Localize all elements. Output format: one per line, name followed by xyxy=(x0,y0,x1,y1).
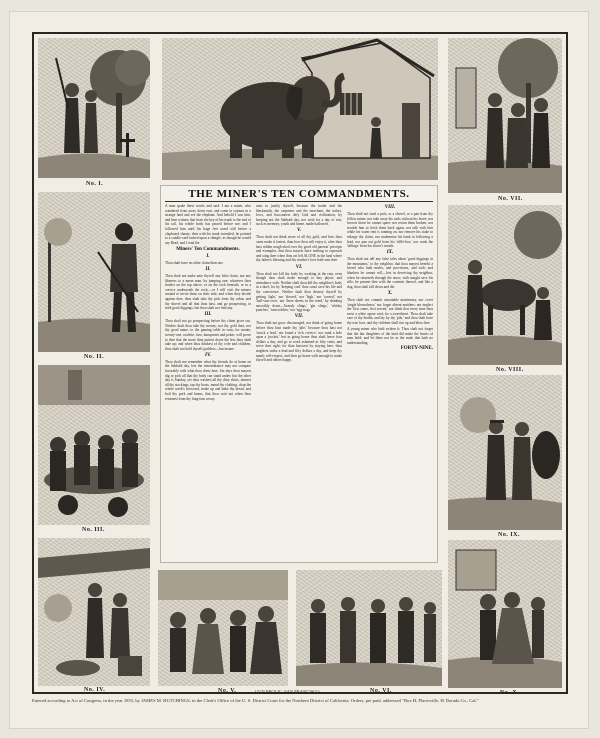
commandment-paragraph: Thou shalt not steal a pick, or a shovel, or a pan from thy fellow miner; nor take away his tools without his leave; nor borrow those he cannot spare; nor return them broken, nor trouble him to fetch them back again, nor talk with him while his water rent is running on, nor remove his stake to enlarge thy claim, nor undermine his bank in following a lead, nor pan out gold from his 'riffle-box,' nor wash the 'tailings' from his sluice's mouth. xyxy=(347,212,433,249)
commandment-numeral: II. xyxy=(205,266,211,272)
caption-no-5: No. V. xyxy=(218,688,237,694)
commandments-text-block xyxy=(160,185,438,563)
commandment-paragraph: Thou shalt not remember what thy friends do at home on the Sabbath day, lest the remembrance may not compare favorably with what thou doest here. Six days thou mayest dig or pick all that thy body can stand under; but the other day is Sunday, yet thou washest all thy dirty shirts, darnest all thy stockings, tap thy boots, mend thy clothing, chop the whole week's firewood, make up and bake thy bread, and boil thy pork and beans, that thou wait not when thou returnest from thy long-tom weary. xyxy=(165,359,251,401)
commandment-numeral: VIII. xyxy=(384,205,396,210)
text-column-2 xyxy=(256,204,342,554)
commandment-numeral: I. xyxy=(206,253,210,259)
miner-with-shovel-illustration xyxy=(38,192,150,352)
engraving-no-1 xyxy=(38,38,150,178)
engraving-no-2 xyxy=(38,192,150,352)
gun-frolic-caption: GUN FROLIC, SAN FRANCISCO. xyxy=(255,689,321,694)
engraving-no-8 xyxy=(448,205,562,365)
engraving-no-6 xyxy=(296,570,442,686)
commandment-paragraph: A young miner who hath written it: Thou shalt not forget that the fair daughters of the land did make the hearts of men bold; and let thine not be as the mule that hath no understanding. xyxy=(347,326,433,345)
gamblers-illustration xyxy=(38,365,150,525)
commandment-numeral: X. xyxy=(387,290,393,296)
caption-no-7: No. VII. xyxy=(498,196,523,202)
commandment-numeral: IV. xyxy=(205,352,211,358)
caption-no-1: No. I. xyxy=(86,181,104,187)
engraving-no-9 xyxy=(448,375,562,530)
caption-no-6: No. VI. xyxy=(370,688,392,694)
commandment-paragraph: Thou shalt not tell any false tales about 'good diggings in the mountains,' to thy neighbor, that thou mayest benefit a friend who hath mules, and provisions, and tools and blankets he cannot sell,—lest in deceiving thy neighbor, when he returneth through the snow, with naught save his rifle, he present thee with the contents thereof, and like a dog, thou shalt fall down and die. xyxy=(347,257,433,289)
miners-departing-illustration xyxy=(448,375,562,530)
caption-no-3: No. III. xyxy=(82,527,105,533)
document-subtitle: Miners' Ten Commandments. xyxy=(176,246,240,252)
elephant-illustration xyxy=(162,38,438,180)
couple-embrace-illustration xyxy=(448,540,562,688)
text-column-1 xyxy=(165,204,251,554)
commandment-paragraph: Thou shalt not commit unsuitable matrimony, nor covet 'single blessedness;' nor forget absent maidens; nor neglect the 'first come, first served,' nor think that every time thou seest a white apron wish for a sweetheart. Thou shalt take care of thy health, and lay by thy 'pile,' and thou shalt have thy true love, and thy children shall rise up and bless thee. xyxy=(347,297,433,325)
commandment-paragraph: Thou shalt not go prospecting before thy claim gives out. Neither shalt thou take thy money, nor thy gold dust, nor thy good name, to the gaming table in vain; for monte, twenty-one, roulette, faro, lansquenet and poker, will prove to thee that the more thou puttest down the less thou shalt take up; and when thou thinkest of thy wife and children, thou shalt not hold thyself guiltless—but insane. xyxy=(165,319,251,351)
engraving-no-4 xyxy=(38,538,150,686)
commandment-paragraph: Thou shalt have no other claim than one. xyxy=(165,260,224,265)
intro-paragraph: A man spake these words and said: I am a miner, who wandered from away down east, and came to sojourn in a strange land and see the elephant. And behold I saw him, and bear witness that from the key of his trunk to the end of his tail, his whole body has passed before me; and I followed him until his huge feet stood still before a clapboard shanty; then with his trunk extended, he pointed to a candle-card tacked upon a shingle, as though he would say Read, and I read the xyxy=(165,204,251,245)
miners-at-grave-illustration xyxy=(38,38,150,178)
caption-no-8: No. VIII. xyxy=(496,367,524,373)
engraving-no-3 xyxy=(38,365,150,525)
caption-no-4: No. IV. xyxy=(84,687,106,693)
document-title: THE MINER'S TEN COMMANDMENTS. xyxy=(165,188,433,202)
miners-with-mules-illustration xyxy=(448,205,562,365)
miners-in-woods-illustration xyxy=(448,38,562,193)
miners-dancing-illustration xyxy=(296,570,442,686)
engraving-no-5 xyxy=(158,570,288,686)
commandment-paragraph: Thou shalt not think more of all thy gold, and how thou canst make it fastest, than how thou wilt enjoy it, after thou hast ridden rough-shod over thy good old parents' precepts and examples, that thou mayest have nothing to reproach and sting thee when thou art left ALONE in the land where thy father's blessing and thy mother's love hath sent thee. xyxy=(256,235,342,263)
signature: FORTY-NINE. xyxy=(400,346,433,352)
miners-at-home-illustration xyxy=(158,570,288,686)
commandment-numeral: VI. xyxy=(295,264,303,270)
miners-washing-illustration xyxy=(38,538,150,686)
caption-no-9: No. IX. xyxy=(498,532,521,538)
commandment-paragraph: Thou shalt not grow discouraged, nor think of going home before thou hast made thy 'pile,' because thou hast not 'struck a lead,' nor found a 'rich crevice,' nor sunk a hole upon a 'pocket,' lest in going home thou shalt leave four dollars a day, and go to work ashamed at fifty cents, and serve thee right; for thou knowest by staying here, thou mightest strike a lead and fifty dollars a day, and keep thy manly self-respect, and then go home with enough to make thyself and others happy. xyxy=(256,321,342,363)
caption-no-10: No. X. xyxy=(500,690,520,696)
engraving-no-7 xyxy=(448,38,562,193)
commandment-paragraph: Thou shalt not kill thy body by working in the rain, even though thou shalt make enough to buy physic and attendance with. Neither shalt thou kill thy neighbor's body in a duel; for by 'keeping cool' thou canst save his life and thy conscience. Neither shalt thou destroy thyself by getting 'tight,' nor 'slewed,' nor 'high,' nor 'corned,' nor 'half-seas-over,' nor 'three sheets in the wind,' by drinking smoothly down—'brandy slings,' 'gin slings,' 'whisky punches,' 'rum toddies,' nor 'egg-nogs.' xyxy=(256,271,342,313)
caption-no-2: No. II. xyxy=(84,354,105,360)
commandment-numeral: VII. xyxy=(294,314,304,320)
engraving-elephant xyxy=(162,38,438,180)
commandment-numeral: V. xyxy=(297,228,301,234)
commandment-paragraph: unto to justify thyself, because the trader and the blacksmith, the carpenter and the merchant, the tailors, Jews, and buccaneers defy God and civilization, by keeping not the Sabbath day, nor wish for a day of rest, such as memory, youth and home, made hallowed. xyxy=(256,204,342,227)
commandment-numeral: III. xyxy=(204,312,212,318)
copyright-footer: Entered according to Act of Congress, in the year 1853, by JAMES M. HUTCHINGS, in the Clerk's Office of the U. S. District Court for the Northern District of California. Orders, pre paid, addressed "Box H, Placerville, El Dorado Co., Cal." xyxy=(32,698,479,703)
text-column-3 xyxy=(347,204,433,554)
commandment-paragraph: Thou shalt not make unto thyself any false claim, nor any likeness to a mean man, by jumping one: whatever thou findest on the top above, or on the rock beneath, or in a crevice underneath the rock;—or I will visit the miners around to invite them on their side; and when they decide against thee, thou shalt take thy pick from thy cabin, and thy shovel and all that thou hast, and go prospecting, to seek good diggings; but thou shalt not find any. xyxy=(165,273,251,311)
commandment-numeral: IX. xyxy=(386,250,394,256)
engraving-no-10 xyxy=(448,540,562,688)
